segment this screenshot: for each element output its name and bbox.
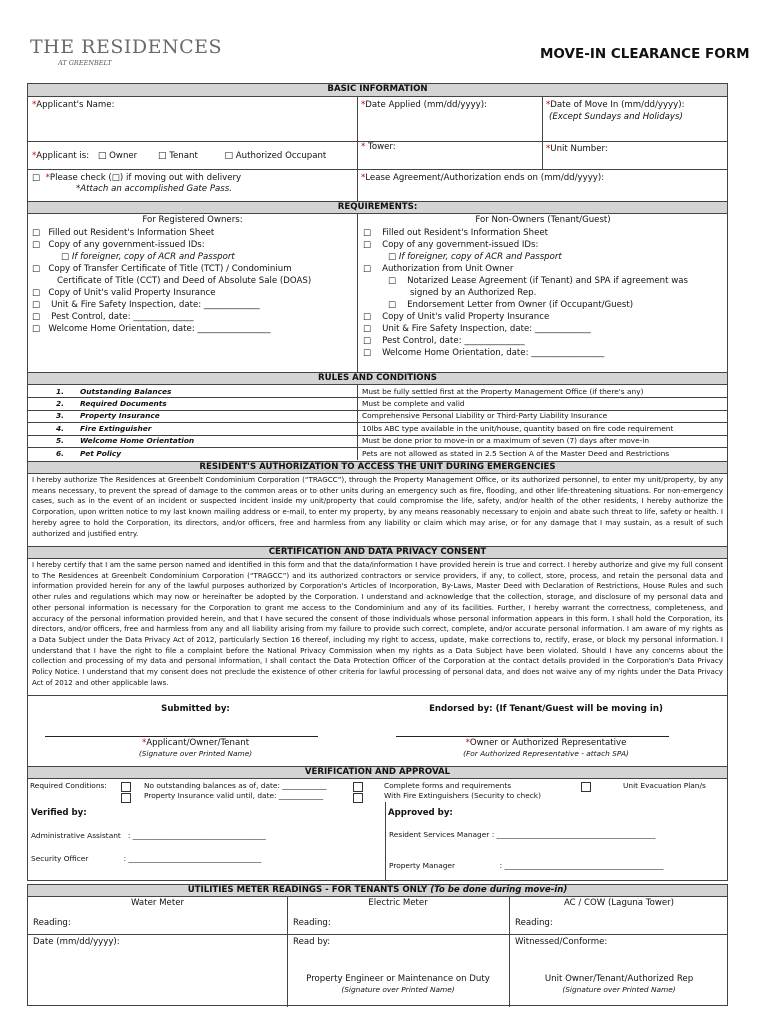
condition-forms: Complete forms and requirements <box>384 781 512 790</box>
list-item[interactable]: □ Unit & Fire Safety Inspection, date: _____________ <box>363 324 591 334</box>
list-item[interactable]: □ Notarized Lease Agreement (if Tenant) and SPA if agreement was <box>388 276 688 286</box>
approved-by-label: Approved by: <box>388 808 453 818</box>
rule-description: Must be complete and valid <box>362 398 465 408</box>
tower-field[interactable]: * Tower: <box>361 142 396 152</box>
water-meter-label: Water Meter <box>130 898 185 908</box>
rule-number: 1. <box>56 386 64 396</box>
section-verification: VERIFICATION AND APPROVAL <box>28 766 727 779</box>
list-item[interactable]: □ Filled out Resident's Information Sheet <box>32 228 215 238</box>
section-basic-information: BASIC INFORMATION <box>28 84 727 97</box>
clearance-form <box>27 83 728 881</box>
evacuation-checkbox[interactable] <box>581 782 591 792</box>
forms-checkbox[interactable] <box>353 782 363 792</box>
non-owners-title: For Non-Owners (Tenant/Guest) <box>475 215 611 225</box>
list-item[interactable]: □ Copy of Transfer Certificate of Title (TCT) / Condominium <box>32 264 292 274</box>
rule-name: Property Insurance <box>80 411 160 421</box>
rule-number: 4. <box>56 423 64 433</box>
owner-checkbox[interactable]: □ <box>97 151 107 161</box>
privacy-consent-text: I hereby certify that I am the same person named and identified in this form and that the data/information I have provided herein is true and correct. I hereby authorize and give my full consent to The Residences at Greenbelt Condominium Corporation (“TRAGCC”) and its authorized contractors or service providers, if any, to collect, store, process, and retain the personal data and information provided herein for any of the lawful purposes authorized by Corporation's Articles of Incorporation, By-Laws, Master Deed with Declaration of Restrictions, House Rules and such other rules and regulations which may now or hereinafter be adopted by the Corporation. I understand and acknowledge that the collection, storage, and disclosure of my personal data and other personal information is necessary for the Corporation to grant me access to the Condominium and any of its facilities. Further, I hereby warrant the correctness, completeness, and accuracy of the personal information provided herein, and that I have secured the consent of those individuals whose personal information appears in this form. I shall hold the Corporation, its directors, and/or officers, free and harmless from any and all liability arising from my failure to provide such correct, complete, and/or accurate personal information. I am aware of my rights as a Data Subject under the Data Privacy Act of 2012, particularly Section 16 thereof, including my right to access, update, make corrections to, rectify, erase, or block my personal information. I understand that I have the right to file a complaint before the National Privacy Commission when my rights as a Data Subject have been violated. Should I have any concerns about the collection and processing of my data and personal information, I shall contact the Data Protection Officer of the Corporation at the contact details provided in the Corporation's Data Privacy Policy Notice. I understand that my consent does not preclude the existence of other criteria for lawful processing of personal data, and does not waive any of my rights under the Data Privacy Act of 2012 and other applicable laws. <box>32 560 723 687</box>
list-item[interactable]: □ Welcome Home Orientation, date: _________________ <box>32 324 271 334</box>
list-item[interactable]: □ Welcome Home Orientation, date: _________________ <box>363 348 605 358</box>
section-emergency-authorization: RESIDENT'S AUTHORIZATION TO ACCESS THE UNIT DURING EMERGENCIES <box>28 461 727 474</box>
property-manager-field[interactable]: Property Manager : ___________________________________________ <box>389 861 664 870</box>
emergency-authorization-text: I hereby authorize The Residences at Greenbelt Condominium Corporation (“TRAGCC”), through the Property Management Office, or its authorized personnel, to enter my unit/property, by any means necessary, to prevent the spread of damage to the common areas or to other units during an emergency such as fire, flooding, and other life-threatening situations. For non-emergency cases, such as in the event of an incident or suspected incident inside my unit/property that could compromise the life, safety, and/or health of the other residents, I hereby authorize the Corporation, upon written notice to my last known mailing address or e-mail, to enter my property, by any means reasonably necessary to enjoin and abate such threat to life, safety or health. I hereby agree to hold the Corporation, its directors, and/or officers, free and harmless from any liability or claim which may arise, or for any damage that I may sustain, as a result of such authorized and justified entry. <box>32 475 723 538</box>
submitted-by-label: Submitted by: <box>161 704 230 714</box>
applicant-type-group: *Applicant is: □ Owner □ Tenant □ Authorized Occupant <box>32 151 327 161</box>
utilities-date-field[interactable]: Date (mm/dd/yyyy): <box>33 937 120 947</box>
logo-subtitle: AT GREENBELT <box>58 59 112 67</box>
engineer-signature-note: (Signature over Printed Name) <box>341 985 455 994</box>
balances-checkbox[interactable] <box>121 782 131 792</box>
rule-number: 3. <box>56 411 64 421</box>
list-item[interactable]: □ Filled out Resident's Information Sheet <box>363 228 549 238</box>
rule-description: Pets are not allowed as stated in 2.5 Section A of the Master Deed and Restrictions <box>362 448 670 458</box>
rule-number: 6. <box>56 448 64 458</box>
rule-name: Pet Policy <box>80 448 122 458</box>
rule-number: 5. <box>56 436 64 446</box>
condition-insurance: Property Insurance valid until, date: ____________ <box>144 791 324 800</box>
owners-title: For Registered Owners: <box>142 215 243 225</box>
rule-name: Welcome Home Orientation <box>80 436 195 446</box>
list-item[interactable]: □ If foreigner, copy of ACR and Passport <box>388 252 562 262</box>
ac-cow-label: AC / COW (Laguna Tower) <box>563 898 675 908</box>
date-applied-field[interactable]: *Date Applied (mm/dd/yyyy): <box>361 100 487 110</box>
rule-name: Required Documents <box>80 398 167 408</box>
list-item[interactable]: □ Copy of Unit's valid Property Insurance <box>32 288 216 298</box>
owner-signature-note: (For Authorized Representative - attach SPA) <box>463 749 629 758</box>
unit-owner-signature-note: (Signature over Printed Name) <box>562 985 676 994</box>
read-by-field[interactable]: Read by: <box>293 937 331 947</box>
applicant-signature-note: (Signature over Printed Name) <box>138 749 253 758</box>
rule-name: Outstanding Balances <box>80 386 172 396</box>
witnessed-field[interactable]: Witnessed/Conforme: <box>515 937 608 947</box>
utilities-section <box>27 884 728 1006</box>
security-officer-field[interactable]: Security Officer : ____________________________________ <box>31 854 262 863</box>
applicant-name-field[interactable]: *Applicant's Name: <box>32 100 115 110</box>
owner-signature-label: *Owner or Authorized Representative <box>465 738 627 748</box>
section-rules: RULES AND CONDITIONS <box>28 372 727 385</box>
condition-balances: No outstanding balances as of, date: ____________ <box>144 781 327 790</box>
condition-evacuation: Unit Evacuation Plan/s <box>623 781 706 790</box>
delivery-checkbox-row[interactable]: □ *Please check (□) if moving out with delivery <box>32 173 242 183</box>
insurance-checkbox[interactable] <box>121 793 131 803</box>
occupant-checkbox[interactable]: □ <box>224 151 234 161</box>
condition-extinguisher: With Fire Extinguishers (Security to check) <box>384 791 541 800</box>
resident-services-field[interactable]: Resident Services Manager : ___________________________________________ <box>389 830 656 839</box>
rule-description: Comprehensive Personal Liability or Third-Party Liability Insurance <box>362 411 608 421</box>
list-item: signed by an Authorized Rep. <box>410 288 537 298</box>
rule-number: 2. <box>56 398 64 408</box>
engineer-signature-label: Property Engineer or Maintenance on Duty <box>306 974 490 984</box>
page-title: MOVE-IN CLEARANCE FORM <box>540 46 750 62</box>
electric-reading-field[interactable]: Reading: <box>293 918 331 928</box>
except-note: (Except Sundays and Holidays) <box>549 112 683 122</box>
list-item[interactable]: □ Copy of Unit's valid Property Insurance <box>363 312 550 322</box>
ac-reading-field[interactable]: Reading: <box>515 918 553 928</box>
electric-meter-label: Electric Meter <box>368 898 428 908</box>
list-item: Certificate of Title (CCT) and Deed of Absolute Sale (DOAS) <box>57 276 312 286</box>
unit-number-field[interactable]: *Unit Number: <box>546 144 608 154</box>
section-utilities: UTILITIES METER READINGS - FOR TENANTS ONLY (To be done during move-in) <box>28 885 727 897</box>
tenant-checkbox[interactable]: □ <box>157 151 167 161</box>
list-item[interactable]: □ Copy of any government-issued IDs: <box>363 240 539 250</box>
logo: THE RESIDENCES <box>30 36 222 58</box>
rule-description: 10lbs ABC type available in the unit/house, quantity based on fire code requirement <box>362 423 674 433</box>
extinguisher-checkbox[interactable] <box>353 793 363 803</box>
move-in-date-field[interactable]: *Date of Move In (mm/dd/yyyy): <box>546 100 685 110</box>
list-item[interactable]: □ If foreigner, copy of ACR and Passport <box>61 252 235 262</box>
list-item[interactable]: □ Pest Control, date: ______________ <box>32 312 194 322</box>
lease-end-field[interactable]: *Lease Agreement/Authorization ends on (mm/dd/yyyy): <box>361 173 605 183</box>
applicant-signature-label: *Applicant/Owner/Tenant <box>141 738 250 748</box>
list-item[interactable]: □ Pest Control, date: ______________ <box>363 336 525 346</box>
rule-description: Must be fully settled first at the Property Management Office (if there's any) <box>362 386 644 396</box>
section-privacy-consent: CERTIFICATION AND DATA PRIVACY CONSENT <box>28 546 727 559</box>
section-requirements: REQUIREMENTS: <box>28 201 727 214</box>
gate-pass-note: *Attach an accomplished Gate Pass. <box>76 184 232 194</box>
list-item[interactable]: □ Endorsement Letter from Owner (if Occupant/Guest) <box>388 300 634 310</box>
water-reading-field[interactable]: Reading: <box>33 918 71 928</box>
list-item[interactable]: □ Authorization from Unit Owner <box>363 264 514 274</box>
required-conditions-label: Required Conditions: <box>30 781 107 790</box>
unit-owner-signature-label: Unit Owner/Tenant/Authorized Rep <box>544 974 694 984</box>
verified-by-label: Verified by: <box>31 808 87 818</box>
list-item[interactable]: □ Copy of any government-issued IDs: <box>32 240 205 250</box>
endorsed-by-label: Endorsed by: (If Tenant/Guest will be moving in) <box>429 704 663 714</box>
rule-name: Fire Extinguisher <box>80 423 152 433</box>
rule-description: Must be done prior to move-in or a maximum of seven (7) days after move-in <box>362 436 650 446</box>
list-item[interactable]: □ Unit & Fire Safety Inspection, date: _____________ <box>32 300 260 310</box>
admin-assistant-field[interactable]: Administrative Assistant : ____________________________________ <box>31 831 266 840</box>
